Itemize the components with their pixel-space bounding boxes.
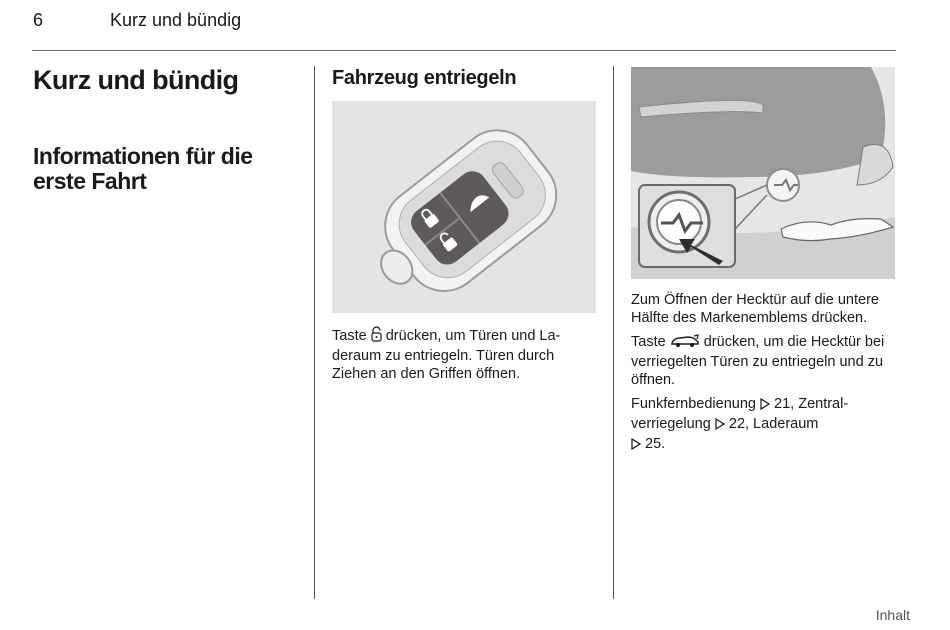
- tailgate-illustration: [631, 67, 895, 279]
- para-text: Taste: [631, 334, 666, 350]
- column-divider: [314, 66, 315, 599]
- unlock-icon: [371, 326, 382, 347]
- left-column: [33, 64, 303, 194]
- page-number: 6: [33, 10, 44, 30]
- tailgate-paragraph: [631, 333, 893, 389]
- arrow-reference-icon: [631, 437, 641, 455]
- reference-link[interactable]: 25.: [645, 436, 666, 452]
- header-divider: [32, 50, 896, 51]
- car-trunk-icon: [670, 334, 700, 353]
- reference-paragraph: [631, 395, 893, 455]
- right-column: [631, 291, 893, 461]
- para-text: drücken, um die Hecktür bei verriegelten Türen zu entriegeln und zu öffnen.: [631, 334, 885, 388]
- middle-column: [332, 64, 597, 92]
- reference-link[interactable]: 21, Zentralverriegelung: [631, 396, 849, 432]
- reference-text: Funkfernbedienung: [631, 396, 756, 412]
- contents-link[interactable]: Inhalt: [875, 607, 910, 623]
- emblem-paragraph: Zum Öffnen der Hecktür auf die untere Hälfte des Markenemblems drücken.: [631, 292, 879, 326]
- para-text: Taste: [332, 328, 367, 344]
- arrow-reference-icon: [715, 417, 725, 435]
- para-text: drücken, um Türen und Laderaum zu entriegeln. Türen durch Ziehen an den Griffen öffnen.: [332, 328, 561, 382]
- running-title: Kurz und bündig: [110, 10, 242, 30]
- arrow-reference-icon: [760, 397, 770, 415]
- reference-link[interactable]: 22, Laderaum: [728, 416, 819, 432]
- section-subheading: Informationen für die erste Fahrt: [33, 143, 253, 194]
- key-fob-illustration: [332, 101, 596, 313]
- section-heading: Kurz und bündig: [33, 65, 239, 95]
- unlock-paragraph: [332, 326, 594, 383]
- column-divider: [613, 66, 614, 599]
- topic-heading: Fahrzeug entriegeln: [332, 67, 517, 89]
